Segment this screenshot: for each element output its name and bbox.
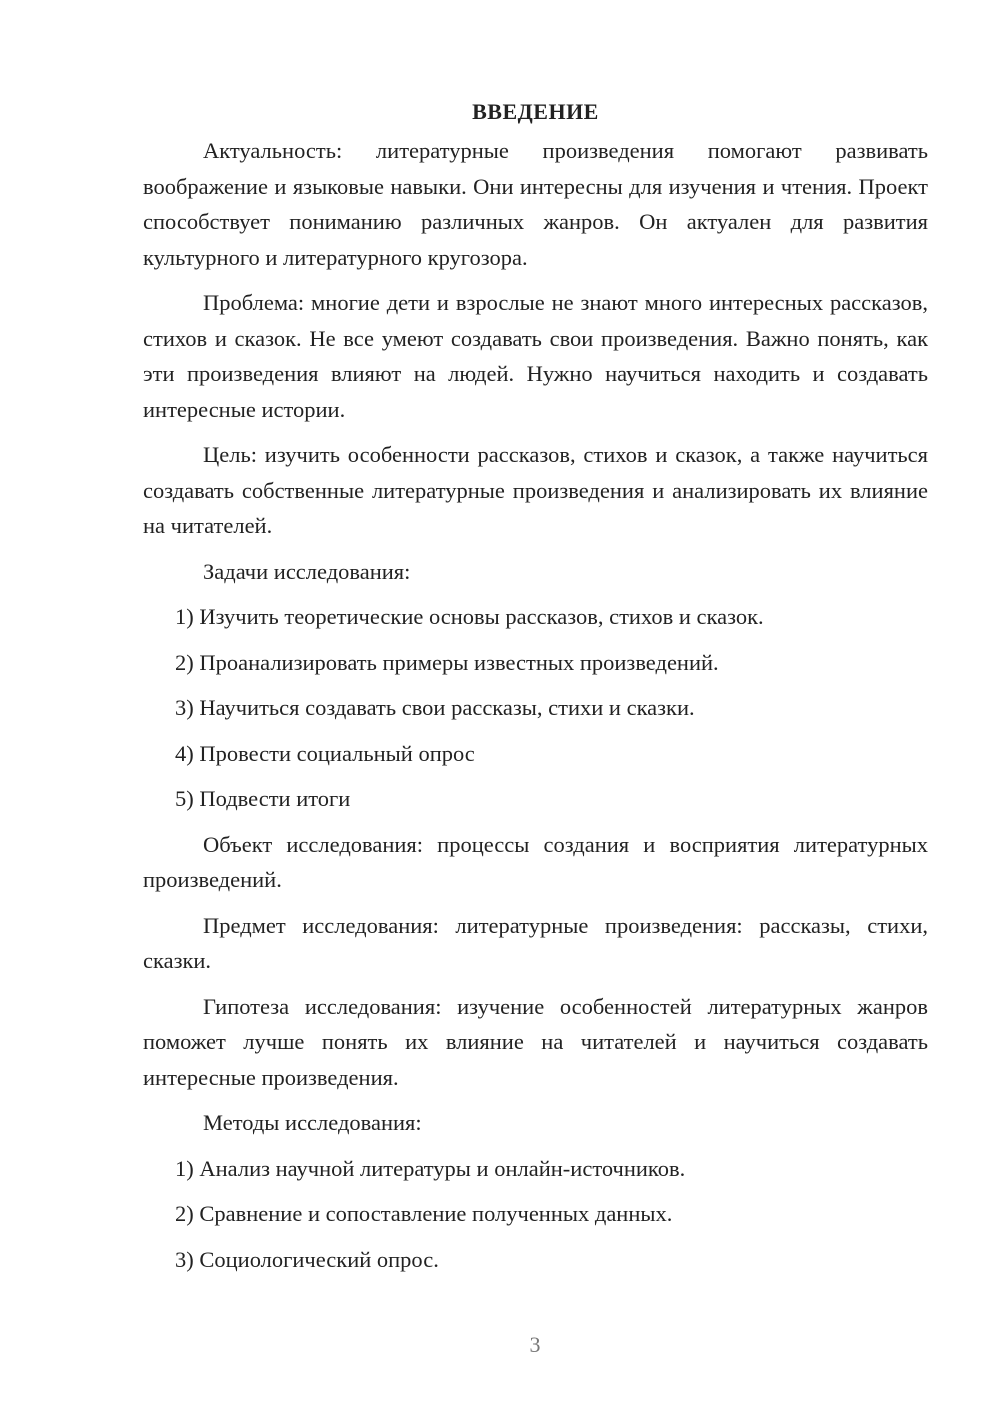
- method-item: 1) Анализ научной литературы и онлайн-источников.: [175, 1155, 686, 1181]
- methods-heading: Методы исследования:: [203, 1110, 422, 1135]
- task-item: 5) Подвести итоги: [175, 786, 351, 811]
- problem-paragraph: Проблема: многие дети и взрослые не знают много интересных рассказов, стихов и сказок. Не все умеют создавать свои произведения. Важно понять, как эти произведения влияют на людей. Нужно научиться находить и создавать интересные истории.: [143, 290, 928, 422]
- hypothesis-paragraph: Гипотеза исследования: изучение особенностей литературных жанров поможет лучше понять их влияние на читателей и научиться создавать интересные произведения.: [143, 993, 928, 1090]
- page-content: [143, 95, 928, 1287]
- task-item: 1) Изучить теоретические основы рассказов, стихов и сказок.: [175, 604, 764, 629]
- task-item: 2) Проанализировать примеры известных произведений.: [175, 649, 719, 675]
- relevance-paragraph: Актуальность: литературные произведения помогают развивать воображение и языковые навыки. Они интересны для изучения и чтения. Проект способствует пониманию различных жанров. Он актуален для развития культурного и литературного кругозора.: [143, 138, 928, 270]
- method-item: 3) Социологический опрос.: [175, 1246, 439, 1272]
- goal-paragraph: Цель: изучить особенности рассказов, стихов и сказок, а также научиться создавать собственные литературные произведения и анализировать их влияние на читателей.: [143, 442, 928, 538]
- task-item: 3) Научиться создавать свои рассказы, стихи и сказки.: [175, 695, 695, 720]
- tasks-heading: Задачи исследования:: [203, 558, 411, 584]
- task-item: 4) Провести социальный опрос: [175, 740, 475, 766]
- method-item: 2) Сравнение и сопоставление полученных данных.: [175, 1201, 673, 1226]
- page-title: ВВЕДЕНИЕ: [472, 99, 599, 124]
- object-paragraph: Объект исследования: процессы создания и восприятия литературных произведений.: [143, 831, 928, 892]
- page-number: 3: [529, 1332, 541, 1357]
- subject-paragraph: Предмет исследования: литературные произведения: рассказы, стихи, сказки.: [143, 912, 928, 973]
